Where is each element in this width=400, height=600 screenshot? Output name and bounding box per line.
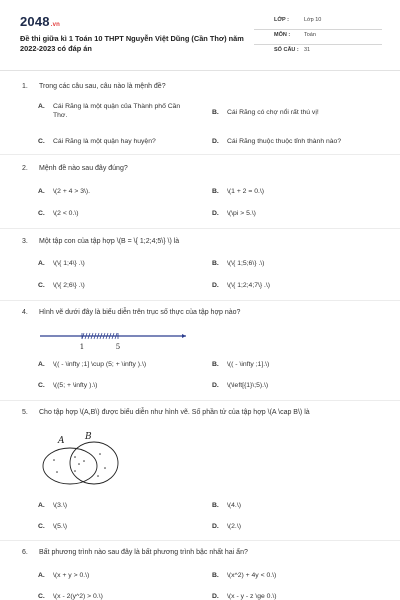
question-number: 4.	[22, 309, 28, 316]
option-text: \(\{ 1;4\} .\)	[53, 260, 85, 267]
exam-title: Đề thi giữa kì 1 Toán 10 THPT Nguyễn Việt Dũng (Cần Thơ) năm 2022-2023 có đáp án	[20, 34, 244, 53]
option-letter: A.	[38, 260, 45, 267]
option-letter: D.	[212, 523, 219, 530]
question-stem: Bất phương trình nào sau đây là bất phương trình bậc nhất hai ẩn?	[39, 549, 248, 556]
option-letter: A.	[38, 103, 45, 110]
option-text: \(\{ 1;5;6\} .\)	[227, 260, 265, 267]
option-text: \(x^2) + 4y < 0.\)	[227, 572, 277, 579]
option-letter: A.	[38, 188, 45, 195]
logo-suffix: .vn	[50, 22, 61, 28]
option-text: \(5.\)	[53, 523, 67, 530]
option-text: \(2 + 4 > 3\).	[53, 188, 91, 195]
option-letter: A.	[38, 361, 45, 368]
option-letter: D.	[212, 382, 219, 389]
option-letter: C.	[38, 210, 45, 217]
logo-text: 2048	[20, 14, 50, 29]
question-text	[22, 548, 382, 557]
option-letter: B.	[212, 572, 219, 579]
venn-diagram	[38, 426, 128, 490]
question-divider	[0, 228, 400, 229]
option-letter: C.	[38, 523, 45, 530]
option-letter: D.	[212, 210, 219, 217]
question-divider	[0, 540, 400, 541]
question-stem: Một tập con của tập hợp \(B = \{ 1;2;4;5\} \) là	[39, 238, 180, 245]
option-text: Cái Răng là một quận hay huyện?	[53, 138, 156, 145]
meta-value: Lớp 10	[304, 17, 322, 23]
question-stem: Cho tập hợp \(A,B\) được biểu diễn như hình vẽ. Số phần tử của tập hợp \(A \cap B\) là	[39, 409, 310, 416]
option-text: \((5; + \infty ).\)	[53, 382, 98, 389]
option-letter: B.	[212, 260, 219, 267]
option-text: \(3.\)	[53, 502, 67, 509]
meta-row-subject	[254, 30, 382, 45]
axis-label-5: 5	[115, 343, 121, 351]
option-text: \(\pi > 5.\)	[227, 210, 256, 217]
option-letter: C.	[38, 282, 45, 289]
question-divider	[0, 154, 400, 155]
option-text: Cái Răng là một quận của Thành phố Cần Thơ.	[53, 103, 181, 119]
option-letter: A.	[38, 572, 45, 579]
question-stem: Hình vẽ dưới đây là biểu diễn trên trục số thực của tập hợp nào?	[39, 309, 241, 316]
question-text	[22, 408, 382, 417]
option-text: \(2.\)	[227, 523, 241, 530]
header-divider	[0, 70, 400, 71]
question-stem: Trong các câu sau, câu nào là mệnh đề?	[39, 83, 166, 90]
option-letter: B.	[212, 188, 219, 195]
question-divider	[0, 400, 400, 401]
option-letter: B.	[212, 502, 219, 509]
venn-elements	[53, 453, 106, 477]
option-letter: D.	[212, 282, 219, 289]
question-number: 3.	[22, 238, 28, 245]
option-text: \(x + y > 0.\)	[53, 572, 90, 579]
meta-value: 31	[304, 47, 311, 53]
option-text: \(( - \infty ;1] \cup (5; + \infty ).\)	[53, 361, 147, 368]
venn-label-a: A	[58, 436, 65, 446]
question-text	[22, 164, 382, 173]
option-text: \(\{ 1;2;4;7\} .\)	[227, 282, 271, 289]
option-text: Cái Răng có chợ nổi rất thú vị!	[227, 109, 319, 116]
option-text: \(2 < 0.\)	[53, 210, 79, 217]
option-letter: D.	[212, 138, 219, 145]
site-logo[interactable]	[20, 14, 60, 29]
meta-label: MÔN :	[274, 32, 291, 38]
question-number: 6.	[22, 549, 28, 556]
meta-row-count	[254, 45, 382, 60]
option-letter: C.	[38, 138, 45, 145]
question-stem: Mệnh đề nào sau đây đúng?	[39, 165, 128, 172]
option-text: \(x - y - z \ge 0.\)	[227, 593, 277, 600]
option-letter: A.	[38, 502, 45, 509]
meta-row-class	[254, 15, 382, 30]
option-letter: C.	[38, 593, 45, 600]
set-b-ellipse	[70, 442, 118, 484]
meta-label: LỚP :	[274, 17, 289, 23]
venn-label-b: B	[85, 432, 92, 442]
option-text: \(\left[{1}\;5).\)	[227, 382, 269, 389]
question-number: 5.	[22, 409, 28, 416]
arrow-head-icon	[182, 334, 186, 338]
meta-value: Toán	[304, 32, 316, 38]
exam-header	[20, 12, 382, 64]
option-letter: C.	[38, 382, 45, 389]
option-text: Cái Răng thuộc thuộc tỉnh thành nào?	[227, 138, 342, 145]
option-text: \(x - 2(y^2) > 0.\)	[53, 593, 103, 600]
option-text: \(( - \infty ;1].\)	[227, 361, 270, 368]
question-text	[22, 308, 382, 317]
exam-meta	[254, 15, 382, 60]
option-text: \(4.\)	[227, 502, 241, 509]
option-letter: B.	[212, 109, 219, 116]
meta-label: SỐ CÂU :	[274, 47, 299, 53]
axis-label-1: 1	[79, 343, 85, 351]
question-number: 1.	[22, 83, 28, 90]
option-text: \(\{ 2;6\} .\)	[53, 282, 85, 289]
option-text: \(1 + 2 = 0.\)	[227, 188, 265, 195]
option-letter: D.	[212, 593, 219, 600]
number-line-figure	[38, 326, 188, 352]
question-divider	[0, 300, 400, 301]
question-number: 2.	[22, 165, 28, 172]
question-text	[22, 237, 382, 246]
option-letter: B.	[212, 361, 219, 368]
question-text	[22, 82, 382, 91]
